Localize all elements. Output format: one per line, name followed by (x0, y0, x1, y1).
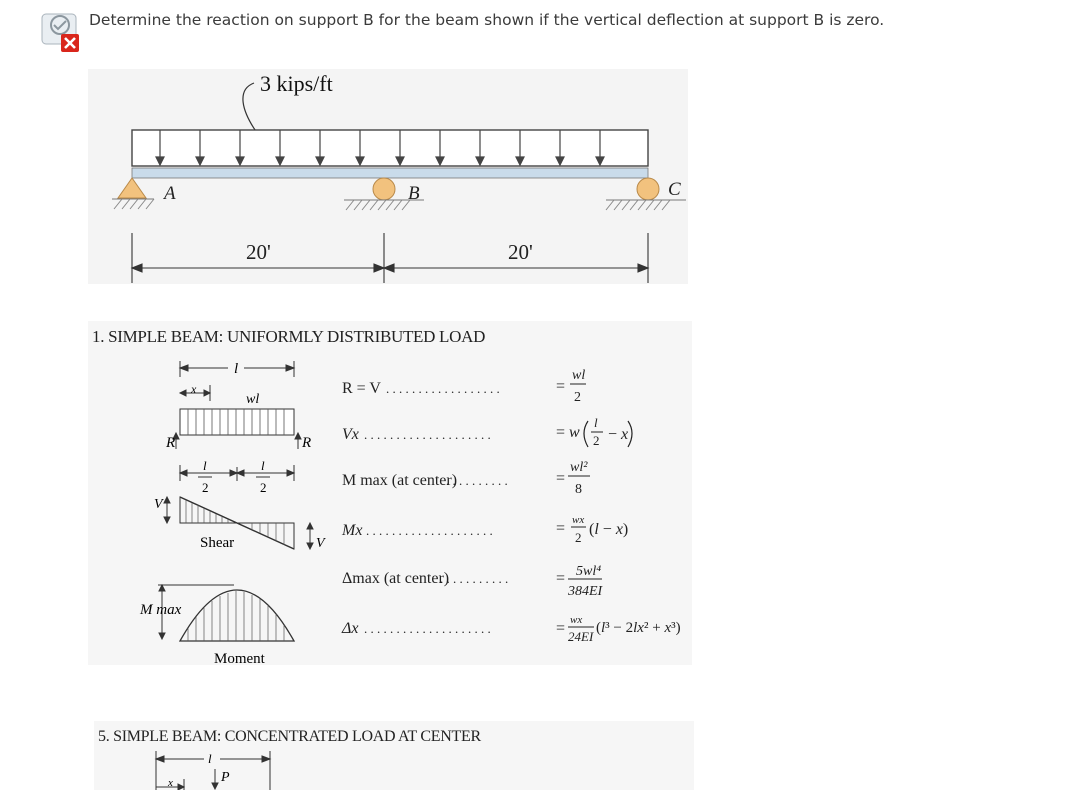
svg-text:24EI: 24EI (568, 629, 594, 644)
support-a-label: A (164, 183, 176, 204)
formula-6-lhs: Δx (342, 620, 359, 637)
formula-3-lhs: M max (at center) (342, 472, 458, 489)
svg-text:384EI: 384EI (568, 584, 603, 599)
formula-1-dots: . . . . . . . . . . . . . . . . . . (386, 381, 500, 396)
svg-text:2: 2 (574, 390, 581, 405)
half-right-den: 2 (260, 480, 267, 495)
reaction-left-label: R (166, 435, 176, 451)
svg-text:2: 2 (593, 433, 600, 448)
svg-text:=: = (556, 470, 566, 487)
wl-label: wl (246, 392, 260, 407)
formula-2-lhs: Vx (342, 426, 359, 443)
span-left-label: 20' (246, 240, 271, 264)
half-right-num: l (261, 458, 265, 473)
formula-5-dots: . . . . . . . . . . . (440, 571, 509, 586)
beam-figure (88, 69, 688, 284)
svg-text:(l − x): (l − x) (589, 521, 629, 538)
svg-text:l: l (594, 415, 598, 430)
table-1-panel (88, 321, 692, 665)
formula-6-dots: . . . . . . . . . . . . . . . . . . . . (364, 621, 491, 636)
moment-label: Moment (214, 651, 265, 665)
formula-4-lhs: Mx (342, 522, 363, 539)
svg-text:8: 8 (575, 482, 582, 497)
table-5-span: l (208, 751, 212, 766)
incorrect-mark-icon (40, 12, 80, 54)
reaction-right-label: R (302, 435, 312, 451)
table-5-panel (94, 721, 694, 790)
formula-4-dots: . . . . . . . . . . . . . . . . . . . . (366, 523, 493, 538)
x-label: x (191, 382, 197, 396)
svg-text:wl²: wl² (570, 460, 588, 475)
support-b-label: B (408, 183, 420, 204)
formula-3-dots: . . . . . . . . . . (446, 473, 508, 488)
svg-text:(l³ − 2lx² + x³): (l³ − 2lx² + x³) (596, 620, 681, 636)
support-c-label: C (668, 179, 681, 200)
svg-text:=: = (556, 520, 566, 537)
svg-text:− x: − x (608, 426, 629, 443)
shear-v-right: V (316, 536, 325, 551)
svg-text:=: = (556, 378, 566, 395)
svg-text:wl: wl (572, 368, 586, 383)
formula-5-lhs: Δmax (at center) (342, 570, 450, 587)
table-5-title: 5. SIMPLE BEAM: CONCENTRATED LOAD AT CENTER (98, 728, 481, 745)
half-left-den: 2 (202, 480, 209, 495)
svg-text:2: 2 (575, 530, 582, 545)
svg-text:=: = (556, 620, 566, 637)
table-5-load: P (221, 770, 230, 785)
svg-text:= w: = w (556, 424, 580, 441)
svg-text:=: = (556, 570, 566, 587)
shear-label: Shear (200, 535, 235, 551)
formula-list (341, 368, 681, 644)
mmax-label: M max (140, 602, 182, 618)
span-right-label: 20' (508, 240, 533, 264)
load-label: 3 kips/ft (260, 71, 333, 96)
shear-v-left: V (154, 497, 163, 512)
span-l-label: l (234, 361, 239, 377)
table-5-x: x (168, 777, 173, 789)
formula-1-lhs: R = V (342, 380, 381, 397)
question-text: Determine the reaction on support B for the beam shown if the vertical deflection at support B is zero. (89, 11, 885, 29)
svg-text:5wl⁴: 5wl⁴ (576, 564, 602, 579)
dimension-line (132, 233, 648, 283)
formula-2-dots: . . . . . . . . . . . . . . . . . . . . (364, 427, 491, 442)
table-1-title: 1. SIMPLE BEAM: UNIFORMLY DISTRIBUTED LOAD (92, 327, 486, 346)
svg-text:wx: wx (570, 614, 583, 626)
half-left-num: l (203, 458, 207, 473)
svg-text:wx: wx (572, 514, 585, 526)
